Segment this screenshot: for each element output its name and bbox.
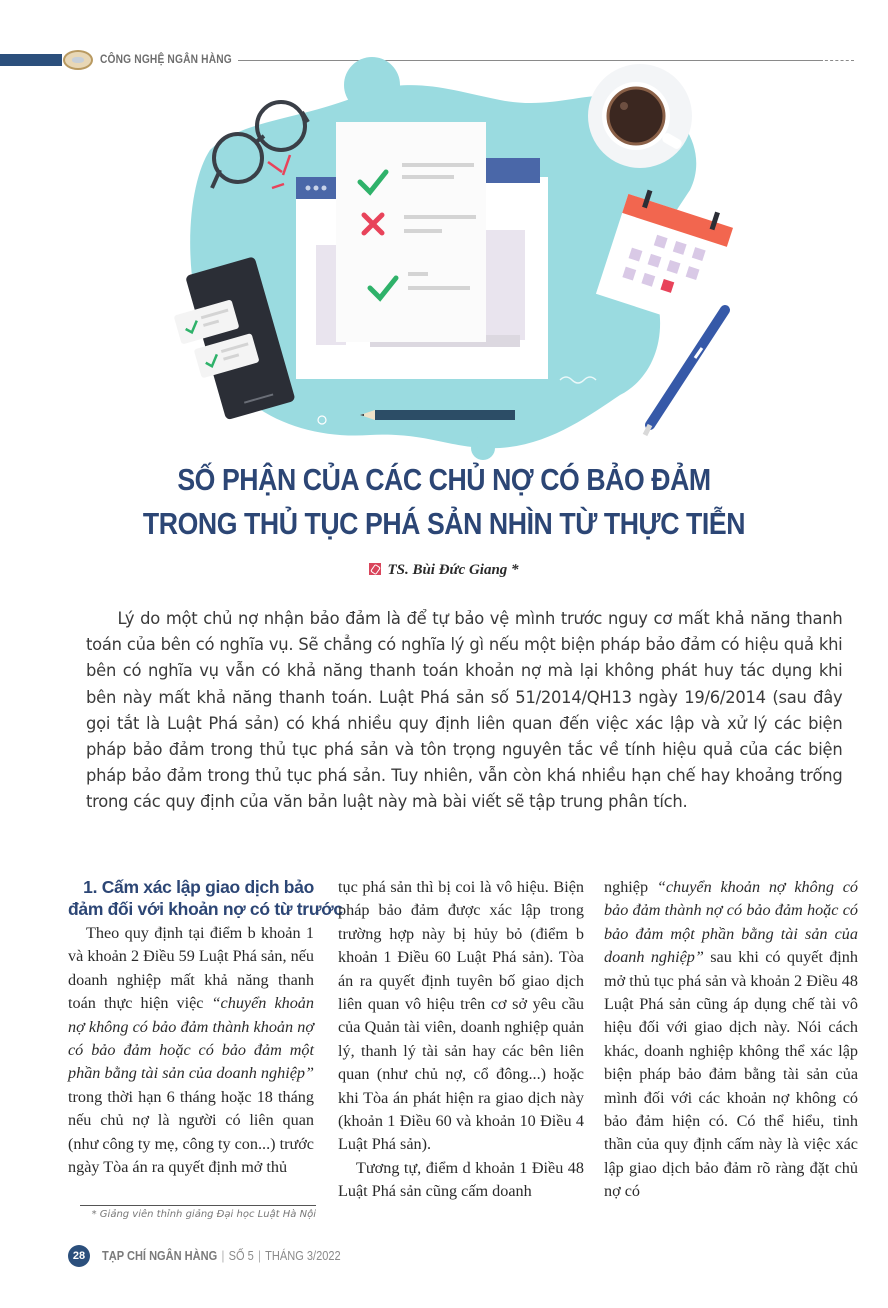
issue-date: THÁNG 3/2022	[265, 1248, 341, 1263]
issue-number: SỐ 5	[228, 1248, 254, 1263]
quoted-text: “chuyển khoản nợ không có bảo đảm thành nợ có bảo đảm hoặc có bảo đảm một phần bằng tài sản của doanh nghiệp”	[604, 878, 858, 967]
lead-paragraph: Lý do một chủ nợ nhận bảo đảm là để tự bảo vệ mình trước nguy cơ mất khả năng thanh toán của bên có nghĩa vụ. Sẽ chẳng có nghĩa lý gì nếu một biện pháp bảo đảm có hiệu quả khi bên có nghĩa vụ vẫn có khả năng thanh toán khoản nợ mà lại không phát huy tác dụng khi bên này mất khả năng thanh toán. Luật Phá sản số 51/2014/QH13 ngày 19/6/2014 (sau đây gọi tắt là Luật Phá sản) có khá nhiều quy định liên quan đến việc xác lập và xử lý các biện pháp bảo đảm trong thủ tục phá sản và tôn trọng nguyên tắc về tính hiệu quả của các biện pháp bảo đảm trong thủ tục phá sản. Tuy nhiên, vẫn còn khá nhiều hạn chế hay khoảng trống trong các quy định của văn bản luật này mà bài viết sẽ tập trung phân tích.	[86, 609, 843, 812]
body-text: nghiệp	[604, 878, 657, 896]
author-byline	[0, 562, 888, 579]
author-name: TS. Bùi Đức Giang *	[387, 562, 519, 578]
title-line-1: SỐ PHẬN CỦA CÁC CHỦ NỢ CÓ BẢO ĐẢM	[177, 462, 711, 497]
column-1	[68, 876, 343, 1179]
article-title	[62, 458, 826, 546]
section-heading-1	[68, 876, 343, 920]
body-paragraph: Tương tự, điểm d khoản 1 Điều 48 Luật Phá sản cũng cấm doanh	[338, 1158, 584, 1201]
magazine-name: TẠP CHÍ NGÂN HÀNG	[102, 1248, 218, 1263]
body-paragraph	[68, 922, 314, 1179]
header-accent-bar	[0, 54, 62, 66]
body-text: Theo quy định tại điểm b khoản 1 và khoản 2 Điều 59 Luật Phá sản, nếu doanh nghiệp mất khả năng thanh toán thực hiện việc	[68, 924, 314, 1013]
author-footnote: * Giảng viên thỉnh giảng Đại học Luật Hà Nội	[91, 1209, 316, 1220]
page-number: 28	[68, 1245, 90, 1267]
section-heading-line-1: 1. Cấm xác lập giao dịch bảo	[83, 877, 314, 897]
title-line-2: TRONG THỦ TỤC PHÁ SẢN NHÌN TỪ THỰC TIỄN	[142, 506, 746, 541]
footer-separator: |	[221, 1248, 225, 1263]
bank-logo-icon	[63, 50, 93, 70]
coffee-cup-icon	[588, 64, 692, 168]
body-text: trong thời hạn 6 tháng hoặc 18 tháng nếu chủ nợ là người có liên quan (như công ty mẹ, công ty con...) trước ngày Tòa án ra quyết định mở thủ	[68, 1087, 314, 1177]
checklist-icon	[336, 122, 486, 342]
pencil-icon	[360, 410, 515, 420]
footnote-divider	[80, 1205, 316, 1206]
section-heading-line-2: đảm đối với khoản nợ có từ trước	[68, 899, 343, 919]
column-2	[338, 876, 584, 1204]
footer-separator: |	[258, 1248, 261, 1263]
body-paragraph: tục phá sản thì bị coi là vô hiệu. Biện pháp bảo đảm được xác lập trong trường hợp này bị hủy bỏ (điểm b khoản 1 Điều 60 Luật Phá sản). Tòa án ra quyết định tuyên bố giao dịch liên quan vô hiệu trên cơ sở yêu cầu của Quản tài viên, doanh nghiệp quản lý, thanh lý tài sản hay các bên liên quan (như chủ nợ, cổ đông...) hoặc khi Tòa án phát hiện ra giao dịch này (khoản 1 Điều 60 và khoản 10 Điều 4 Luật Phá sản).	[338, 878, 584, 1154]
body-paragraph	[604, 876, 858, 1204]
header-dashed-divider	[804, 60, 854, 61]
pen-nib-icon	[369, 563, 381, 575]
column-3	[604, 876, 858, 1204]
section-label: CÔNG NGHỆ NGÂN HÀNG	[100, 52, 232, 66]
body-text: sau khi có quyết định mở thủ tục phá sản và khoản 2 Điều 48 Luật Phá sản cũng áp dụng chế tài vô hiệu đối với giao dịch này. Nói cách khác, doanh nghiệp không thể xác lập biện pháp bảo đảm bằng tài sản của mình đối với các khoản nợ không có bảo đảm hiện có. Có thể hiểu, tinh thần của quy định cấm này là việc xác lập giao dịch bảo đảm rõ ràng đặt chủ nợ có	[604, 948, 858, 1201]
article-illustration	[150, 40, 750, 460]
footer-publication	[102, 1248, 341, 1263]
quoted-text: “chuyển khoản nợ không có bảo đảm thành khoản nợ có bảo đảm hoặc có bảo đảm một phần bằng tài sản của doanh nghiệp”	[68, 994, 314, 1083]
